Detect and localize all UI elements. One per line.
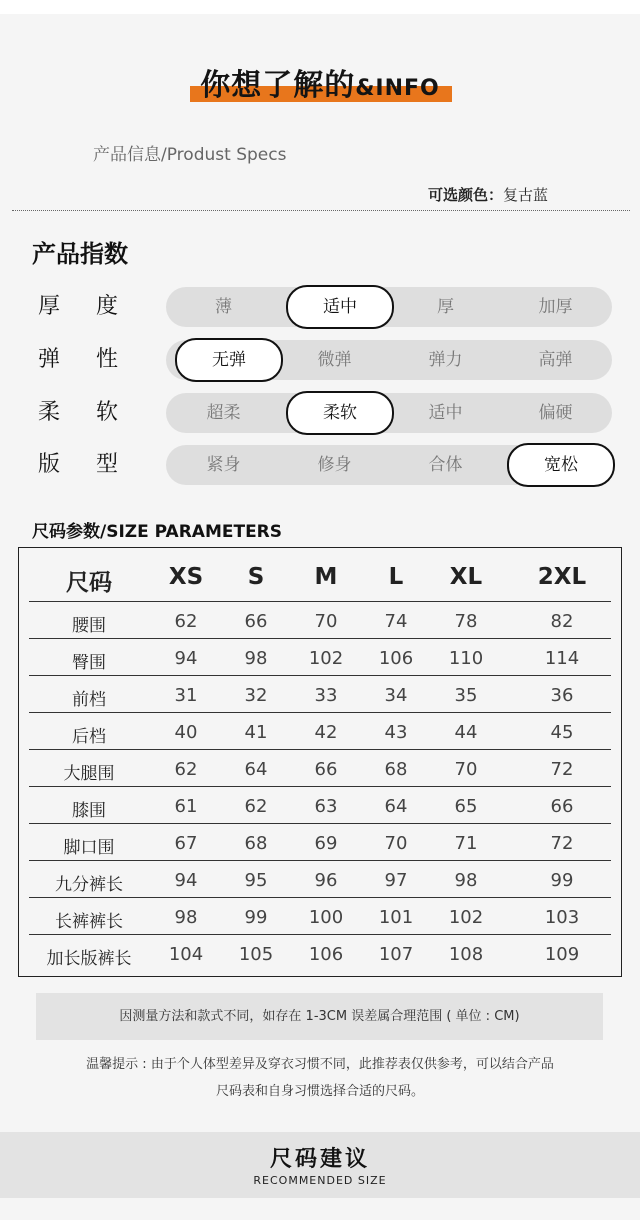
- index-option-selected: 无弹: [175, 338, 283, 382]
- index-label-char: 性: [95, 347, 118, 372]
- specs-subtitle: 产品信息/Produst Specs: [93, 145, 287, 165]
- size-value: 106: [378, 648, 414, 669]
- index-scale-track: [166, 393, 612, 433]
- size-value: 68: [244, 833, 268, 854]
- size-value: 72: [550, 759, 574, 780]
- size-value: 97: [384, 870, 408, 891]
- size-value: 63: [314, 796, 338, 817]
- index-option: 微弹: [317, 350, 352, 370]
- index-row: [0, 285, 640, 329]
- measurement-name: 前档: [72, 690, 106, 710]
- size-value: 71: [454, 833, 478, 854]
- size-value: 99: [244, 907, 268, 928]
- index-option: 厚: [437, 297, 454, 317]
- table-row: [29, 602, 611, 639]
- size-value: 94: [174, 648, 198, 669]
- size-value: 94: [174, 870, 198, 891]
- size-value: 95: [244, 870, 268, 891]
- size-value: 103: [544, 907, 580, 928]
- color-option: [428, 184, 548, 205]
- index-scale-track: [166, 287, 612, 327]
- size-value: 101: [378, 907, 414, 928]
- size-value: 98: [454, 870, 478, 891]
- tip-line-2: 尺码表和自身习惯选择合适的尺码。: [215, 1084, 424, 1099]
- size-value: 102: [308, 648, 344, 669]
- index-label-char: 软: [95, 400, 118, 425]
- table-row: [29, 639, 611, 676]
- size-value: 78: [454, 611, 478, 632]
- size-value: 69: [314, 833, 338, 854]
- size-value: 70: [314, 611, 338, 632]
- tip-line-1: 温馨提示 : 由于个人体型差异及穿衣习惯不同，此推荐表仅供参考，可以结合产品: [86, 1057, 554, 1072]
- measurement-name: 臀围: [72, 653, 106, 673]
- size-value: 66: [550, 796, 574, 817]
- size-value: 43: [384, 722, 408, 743]
- table-row: [29, 787, 611, 824]
- size-value: 100: [308, 907, 344, 928]
- color-label: 可选颜色：: [427, 186, 503, 204]
- size-value: 70: [454, 759, 478, 780]
- index-label-char: 度: [95, 294, 118, 319]
- size-value: 33: [314, 685, 338, 706]
- index-scale-track: [166, 340, 612, 380]
- measurement-name: 加长版裤长: [46, 949, 132, 969]
- index-option: 修身: [317, 455, 352, 475]
- size-value: 32: [244, 685, 268, 706]
- size-header-cell: L: [388, 564, 404, 590]
- size-value: 42: [314, 722, 338, 743]
- size-value: 105: [238, 944, 274, 965]
- color-value: 复古蓝: [502, 186, 548, 204]
- index-option-selected: 柔软: [286, 391, 394, 435]
- size-value: 70: [384, 833, 408, 854]
- index-option: 薄: [215, 297, 232, 317]
- table-row: [29, 824, 611, 861]
- size-value: 61: [174, 796, 198, 817]
- index-label-char: 型: [95, 452, 118, 477]
- index-row: [0, 443, 640, 487]
- measurement-name: 腰围: [72, 616, 106, 636]
- size-value: 74: [384, 611, 408, 632]
- footer-banner: [0, 1132, 640, 1198]
- size-header-cell: S: [247, 564, 265, 590]
- table-row: [29, 861, 611, 898]
- size-header-label: 尺码: [66, 570, 112, 596]
- size-value: 109: [544, 944, 580, 965]
- index-label-char: 柔: [38, 400, 61, 425]
- size-value: 44: [454, 722, 478, 743]
- index-row: [0, 391, 640, 435]
- size-value: 68: [384, 759, 408, 780]
- measurement-name: 脚口围: [63, 838, 115, 858]
- index-row-label: [38, 395, 118, 426]
- title-cn: 你想了解的: [200, 68, 356, 103]
- index-label-char: 厚: [38, 294, 61, 319]
- table-row: [29, 750, 611, 787]
- size-value: 36: [550, 685, 574, 706]
- index-option: 适中: [428, 403, 463, 423]
- measurement-name: 膝围: [72, 801, 106, 821]
- table-row: [29, 935, 611, 972]
- size-value: 106: [308, 944, 344, 965]
- size-value: 64: [384, 796, 408, 817]
- size-value: 66: [314, 759, 338, 780]
- size-value: 66: [244, 611, 268, 632]
- title-en: &INFO: [355, 76, 440, 101]
- dotted-divider: [12, 210, 630, 211]
- size-header-cell: M: [314, 564, 338, 590]
- footer-subtitle: RECOMMENDED SIZE: [253, 1174, 387, 1187]
- size-value: 40: [174, 722, 198, 743]
- index-label-char: 弹: [38, 347, 61, 372]
- size-header-cell: XL: [449, 564, 483, 590]
- product-index-title: 产品指数: [32, 240, 128, 268]
- measurement-name: 大腿围: [63, 764, 115, 784]
- size-value: 104: [168, 944, 204, 965]
- index-option: 超柔: [206, 403, 241, 423]
- size-value: 99: [550, 870, 574, 891]
- measurement-note: 因测量方法和款式不同，如存在 1-3CM 误差属合理范围 ( 单位 : CM): [36, 993, 603, 1040]
- size-table-title: 尺码参数/SIZE PARAMETERS: [32, 522, 283, 542]
- size-value: 102: [448, 907, 484, 928]
- measurement-name: 九分裤长: [55, 875, 123, 895]
- size-table-header: [29, 548, 611, 602]
- page-title: [0, 60, 640, 104]
- index-row: [0, 338, 640, 382]
- size-value: 67: [174, 833, 198, 854]
- table-row: [29, 898, 611, 935]
- size-value: 107: [378, 944, 414, 965]
- size-value: 62: [174, 611, 198, 632]
- size-value: 72: [550, 833, 574, 854]
- size-value: 31: [174, 685, 198, 706]
- size-header-cell: 2XL: [537, 564, 587, 590]
- size-value: 82: [550, 611, 574, 632]
- index-option: 弹力: [428, 350, 463, 370]
- index-option: 加厚: [538, 297, 573, 317]
- index-row-label: [38, 289, 118, 320]
- table-row: [29, 713, 611, 750]
- size-value: 110: [448, 648, 484, 669]
- index-option-selected: 适中: [286, 285, 394, 329]
- measurement-name: 后档: [72, 727, 106, 747]
- size-value: 34: [384, 685, 408, 706]
- size-value: 35: [454, 685, 478, 706]
- table-row: [29, 676, 611, 713]
- size-value: 96: [314, 870, 338, 891]
- footer-title: 尺码建议: [269, 1147, 370, 1172]
- size-value: 98: [244, 648, 268, 669]
- size-value: 98: [174, 907, 198, 928]
- size-value: 114: [544, 648, 580, 669]
- measurement-name: 长裤裤长: [55, 912, 123, 932]
- size-value: 65: [454, 796, 478, 817]
- index-option: 紧身: [206, 455, 241, 475]
- index-option: 偏硬: [538, 403, 573, 423]
- index-row-label: [38, 342, 118, 373]
- size-table: [18, 547, 622, 977]
- size-value: 108: [448, 944, 484, 965]
- index-row-label: [38, 447, 118, 478]
- index-scale-track: [166, 445, 612, 485]
- size-value: 41: [244, 722, 268, 743]
- size-value: 62: [244, 796, 268, 817]
- index-label-char: 版: [38, 452, 61, 477]
- index-option: 高弹: [538, 350, 573, 370]
- index-option-selected: 宽松: [507, 443, 615, 487]
- index-option: 合体: [428, 455, 463, 475]
- size-value: 64: [244, 759, 268, 780]
- size-header-cell: XS: [168, 564, 204, 590]
- size-value: 62: [174, 759, 198, 780]
- size-value: 45: [550, 722, 574, 743]
